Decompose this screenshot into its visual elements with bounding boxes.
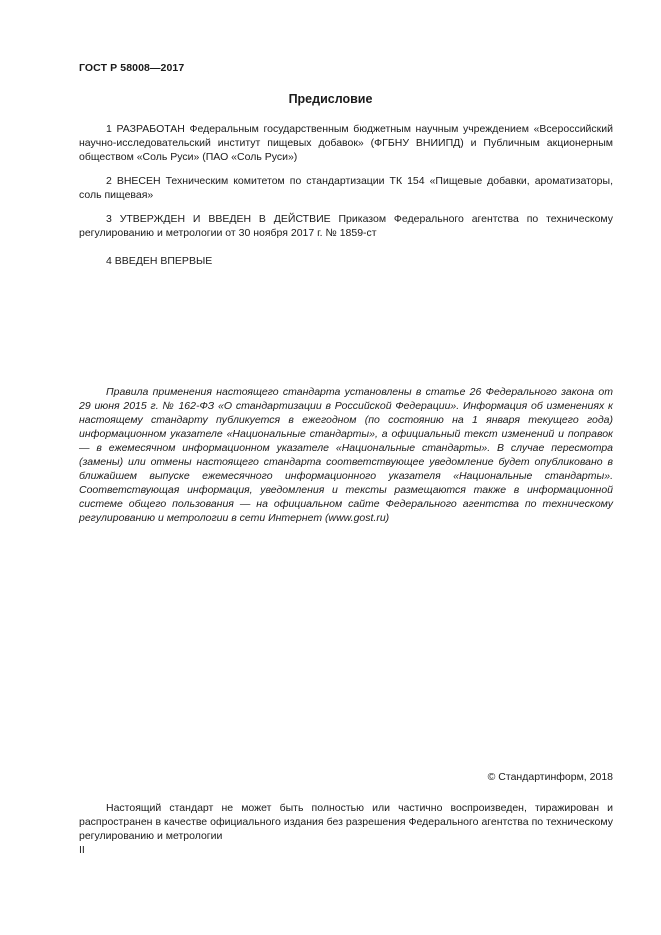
section-title: Предисловие xyxy=(288,92,373,106)
foreword-item-3: 3 УТВЕРЖДЕН И ВВЕДЕН В ДЕЙСТВИЕ Приказом Федерального агентства по техническому регулированию и метрологии от 30 ноября 2017 г. № 1859-ст xyxy=(79,213,613,239)
rights-notice: Настоящий стандарт не может быть полностью или частично воспроизведен, тиражирован и распространен в качестве официального издания без разрешения Федерального агентства по техническому регулированию и метрологии xyxy=(79,802,613,842)
usage-rules-note: Правила применения настоящего стандарта установлены в статье 26 Федерального закона от 29 июня 2015 г. № 162-ФЗ «О стандартизации в Российской Федерации». Информация об изменениях к настоящему стандарту публикуется в ежегодном (по состоянию на 1 января текущего года) информационном указателе «Национальные стандарты», а официальный текст изменений и поправок — в ежемесячном информационном указателе «Национальные стандарты». В случае пересмотра (замены) или отмены настоящего стандарта соответствующее уведомление будет опубликовано в ближайшем выпуске ежемесячного информационного указателя «Национальные стандарты». Соответствующая информация, уведомления и тексты размещаются также в информационной системе общего пользования — на официальном сайте Федерального агентства по техническому регулированию и метрологии в сети Интернет (www.gost.ru) xyxy=(79,386,613,524)
copyright: © Стандартинформ, 2018 xyxy=(487,771,613,783)
foreword-item-2: 2 ВНЕСЕН Техническим комитетом по стандартизации ТК 154 «Пищевые добавки, ароматизаторы, соль пищевая» xyxy=(79,175,613,201)
foreword-item-4: 4 ВВЕДЕН ВПЕРВЫЕ xyxy=(106,255,213,267)
foreword-item-1: 1 РАЗРАБОТАН Федеральным государственным бюджетным научным учреждением «Всероссийский научно-исследовательский институт пищевых добавок» (ФГБНУ ВНИИПД) и Публичным акционерным обществом «Соль Руси» (ПАО «Соль Руси») xyxy=(79,123,613,163)
document-code: ГОСТ Р 58008—2017 xyxy=(79,62,185,74)
page-number: II xyxy=(79,844,85,856)
